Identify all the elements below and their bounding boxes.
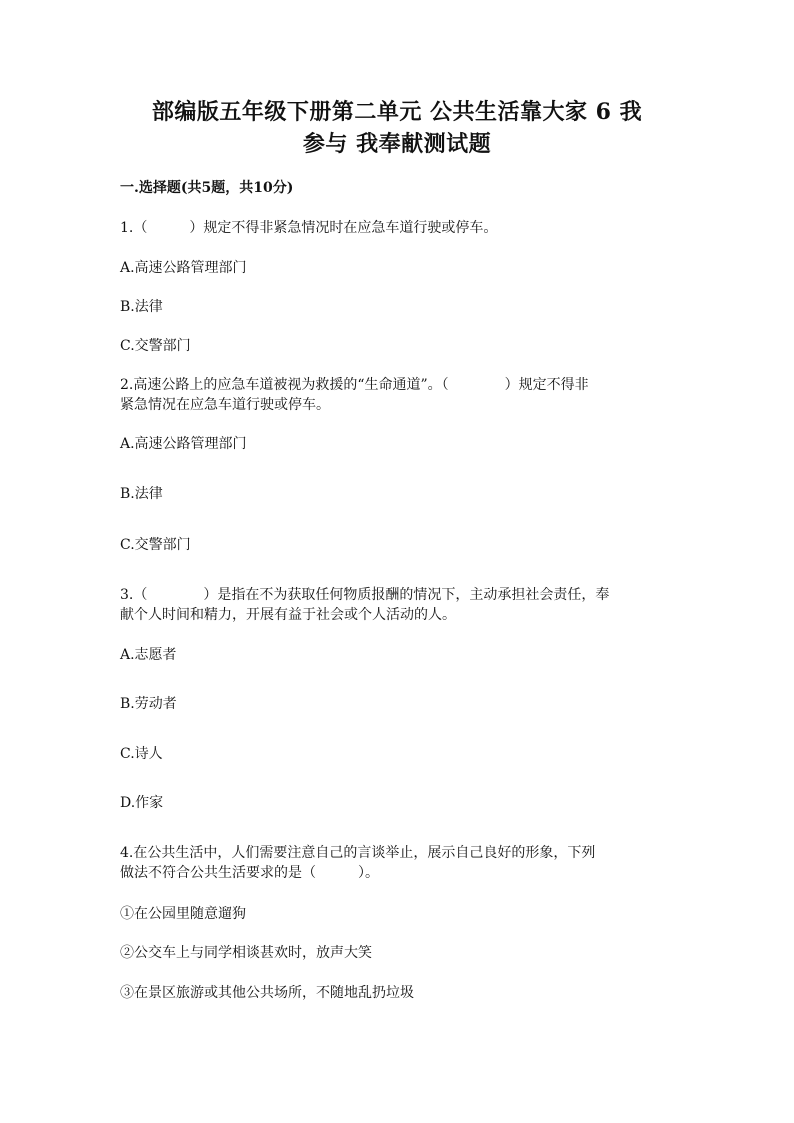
question-4-statement-1: ①在公园里随意遛狗 <box>120 906 246 922</box>
question-2-stem-line-2: 紧急情况在应急车道行驶或停车。 <box>120 397 330 413</box>
question-2-option-c: C.交警部门 <box>120 537 191 553</box>
question-4-statement-2: ②公交车上与同学相谈甚欢时，放声大笑 <box>120 945 372 961</box>
question-2-option-a: A.高速公路管理部门 <box>120 436 247 452</box>
question-1-option-c: C.交警部门 <box>120 338 191 354</box>
question-3-option-a: A.志愿者 <box>120 647 177 663</box>
question-2-stem-line-1: 2.高速公路上的应急车道被视为救援的“生命通道”。（ ）规定不得非 <box>120 377 589 393</box>
question-1-stem: 1.（ ）规定不得非紧急情况时在应急车道行驶或停车。 <box>120 220 498 236</box>
question-1-option-a: A.高速公路管理部门 <box>120 260 247 276</box>
question-2-option-b: B.法律 <box>120 486 163 502</box>
question-3-option-c: C.诗人 <box>120 746 163 762</box>
question-3-option-d: D.作家 <box>120 795 164 811</box>
document-title-line-2: 参与 我奉献测试题 <box>302 131 492 157</box>
question-4-stem-line-2: 做法不符合公共生活要求的是（ ）。 <box>120 865 379 881</box>
section-heading: 一.选择题(共5题，共10分) <box>120 180 294 196</box>
question-3-option-b: B.劳动者 <box>120 696 177 712</box>
question-4-stem-line-1: 4.在公共生活中，人们需要注意自己的言谈举止，展示自己良好的形象，下列 <box>120 845 596 861</box>
question-1-option-b: B.法律 <box>120 299 163 315</box>
document-title-line-1: 部编版五年级下册第二单元 公共生活靠大家 6 我 <box>151 99 643 125</box>
question-3-stem-line-1: 3.（ ）是指在不为获取任何物质报酬的情况下，主动承担社会责任，奉 <box>120 587 610 603</box>
question-4-statement-3: ③在景区旅游或其他公共场所，不随地乱扔垃圾 <box>120 985 414 1001</box>
question-3-stem-line-2: 献个人时间和精力，开展有益于社会或个人活动的人。 <box>120 607 456 623</box>
